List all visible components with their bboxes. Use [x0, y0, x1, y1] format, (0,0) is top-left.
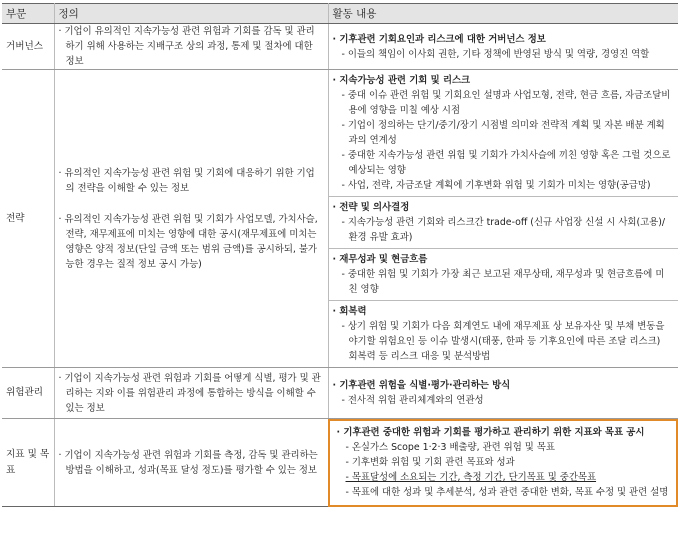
disclosure-table: [2, 3, 678, 507]
activity-block: [329, 70, 679, 197]
definition-cell: [54, 70, 328, 368]
definition-text: · 기업이 유의적인 지속가능성 관련 위험과 기회를 감독 및 관리하기 위해 사용하는 지배구조 상의 과정, 통제 및 절차에 대한 정보: [58, 26, 315, 67]
activity-title: · 기후관련 위험을 식별·평가·관리하는 방식: [332, 380, 511, 391]
table-row-risk-management: [2, 368, 678, 419]
header-category: 부문: [2, 4, 54, 24]
activity-item: - 상기 위험 및 기회가 다음 회계연도 내에 재무제표 상 보유자산 및 부채 변동을 야기할 위험요인 등 이슈 발생시(태풍, 한파 등 기후요인에 따른 조달 리스크) 회복력 등 리스크 대응 및 분석방법: [341, 321, 665, 362]
activity-item: - 중대한 지속가능성 관련 위험 및 기회가 가치사슬에 끼친 영향 혹은 그럴 것으로 예상되는 영향: [341, 150, 671, 176]
activity-item: - 중대한 위험 및 기회가 가장 최근 보고된 재무상태, 재무성과 및 현금흐름에 미친 영향: [341, 269, 665, 295]
activity-item: - 이들의 책임이 이사회 권한, 기타 정책에 반영된 방식 및 역량, 경영진 역할: [341, 48, 650, 60]
activity-item: - 중대 이슈 관련 위험 및 기회요인 설명과 사업모형, 전략, 현금 흐름, 자금조달비용에 영향을 미칠 예상 시점: [341, 90, 671, 116]
activity-title: · 전략 및 의사결정: [332, 202, 410, 213]
activity-block: [329, 368, 679, 418]
category-cell: 지표 및 목표: [2, 419, 54, 507]
activity-block: [329, 197, 679, 249]
activity-block: [329, 419, 679, 506]
activity-item: - 목표에 대한 성과 및 추세분석, 성과 관련 중대한 변화, 목표 수정 및 관련 설명: [345, 487, 669, 498]
activity-title: · 재무성과 및 현금흐름: [332, 254, 428, 265]
activity-item-underlined: - 목표달성에 소요되는 기간, 측정 기간, 단기목표 및 중간목표: [345, 472, 597, 483]
table-row-strategy: [2, 70, 678, 368]
activity-cell: [328, 368, 678, 419]
definition-text: · 유의적인 지속가능성 관련 위험 및 기회가 사업모델, 가치사슬, 전략, 재무제표에 미치는 영향에 대한 공시(재무제표에 미치는 영향은 양적 정보(단일 금액 또는 범위 금액)를 공시하되, 불가능한 경우는 질적 정보 공시 가능): [58, 213, 318, 270]
activity-item: - 전사적 위험 관리체계와의 연관성: [341, 395, 484, 406]
activity-item: - 기후변화 위험 및 기회 관련 목표와 성과: [345, 457, 515, 468]
activity-item: - 사업, 전략, 자금조달 계획에 기후변화 위험 및 기회가 미치는 영향(공급망): [341, 180, 651, 191]
activity-item: - 기업이 정의하는 단기/중기/장기 시점별 의미와 전략적 계획 및 자본 배분 계획과의 연계성: [341, 120, 665, 146]
definition-cell: [54, 419, 328, 507]
activity-item: - 지속가능성 관련 기회와 리스크간 trade-off (신규 사업장 신설 시 사회(고용)/환경 유발 효과): [341, 217, 666, 243]
activity-block: [329, 301, 679, 367]
header-row: [2, 4, 678, 24]
activity-cell: [328, 24, 678, 70]
category-cell: 위험관리: [2, 368, 54, 419]
definition-text: · 기업이 지속가능성 관련 위험과 기회를 측정, 감독 및 관리하는 방법을 이해하고, 성과(목표 달성 정도)를 평가할 수 있는 정보: [58, 449, 318, 476]
activity-title: · 지속가능성 관련 기회 및 리스크: [332, 75, 471, 86]
definition-cell: [54, 368, 328, 419]
table-row-metrics-targets: [2, 419, 678, 507]
activity-item: - 온실가스 Scope 1·2·3 배출량, 관련 위험 및 목표: [345, 442, 555, 453]
category-cell: 전략: [2, 70, 54, 368]
activity-cell-highlighted: [328, 419, 678, 507]
definition-cell: [54, 24, 328, 70]
table-row-governance: [2, 24, 678, 70]
definition-text: · 기업이 지속가능성 관련 위험과 기회를 어떻게 식별, 평가 및 관리하는 지와 이를 위험관리 과정에 통합하는 방식을 이해할 수 있는 정보: [58, 372, 321, 414]
activity-cell: [328, 70, 678, 368]
header-definition: 정의: [54, 4, 328, 24]
activity-title: · 기후관련 기회요인과 리스크에 대한 거버넌스 정보: [332, 33, 546, 45]
activity-block: [329, 27, 679, 67]
activity-title: · 기후관련 중대한 위험과 기회를 평가하고 관리하기 위한 지표와 목표 공시: [336, 427, 645, 438]
activity-title: · 회복력: [332, 306, 367, 317]
definition-text: · 유의적인 지속가능성 관련 위험 및 기회에 대응하기 위한 기업의 전략을 이해할 수 있는 정보: [58, 167, 315, 194]
activity-block: [329, 249, 679, 301]
category-cell: 거버넌스: [2, 24, 54, 70]
header-activity: 활동 내용: [328, 4, 678, 24]
